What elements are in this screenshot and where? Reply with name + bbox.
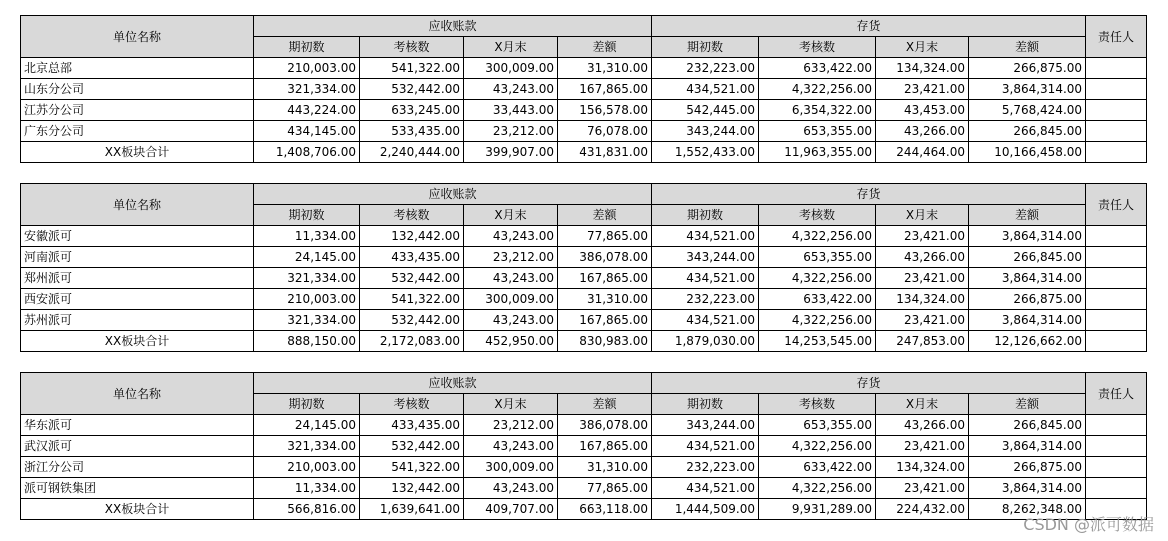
- inventory-value-cell: 43,266.00: [876, 121, 969, 142]
- unit-name-cell: 广东分公司: [21, 121, 254, 142]
- column-header: X月末: [876, 394, 969, 415]
- inventory-value-cell: 266,875.00: [969, 289, 1086, 310]
- inventory-value-cell: 232,223.00: [652, 289, 759, 310]
- inventory-value-cell: 4,322,256.00: [759, 436, 876, 457]
- inventory-value-cell: 4,322,256.00: [759, 478, 876, 499]
- inventory-value-cell: 633,422.00: [759, 457, 876, 478]
- column-header: 差额: [969, 394, 1086, 415]
- receivables-value-cell: 300,009.00: [464, 457, 558, 478]
- receivables-value-cell: 532,442.00: [360, 79, 464, 100]
- receivables-value-cell: 167,865.00: [558, 436, 652, 457]
- inventory-value-cell: 266,875.00: [969, 58, 1086, 79]
- receivables-value-cell: 167,865.00: [558, 79, 652, 100]
- inventory-value-cell: 224,432.00: [876, 499, 969, 520]
- receivables-value-cell: 23,212.00: [464, 415, 558, 436]
- report-table: [20, 15, 1147, 163]
- unit-name-cell: 浙江分公司: [21, 457, 254, 478]
- unit-name-cell: 派可钢铁集团: [21, 478, 254, 499]
- receivables-value-cell: 830,983.00: [558, 331, 652, 352]
- total-label: XX板块合计: [21, 499, 254, 520]
- header-receivables: 应收账款: [254, 184, 652, 205]
- receivables-value-cell: 1,408,706.00: [254, 142, 360, 163]
- header-inventory: 存货: [652, 16, 1086, 37]
- responsible-cell: [1086, 478, 1147, 499]
- responsible-cell: [1086, 100, 1147, 121]
- receivables-value-cell: 434,145.00: [254, 121, 360, 142]
- header-inventory: 存货: [652, 373, 1086, 394]
- inventory-value-cell: 43,266.00: [876, 247, 969, 268]
- inventory-value-cell: 134,324.00: [876, 457, 969, 478]
- receivables-value-cell: 11,334.00: [254, 226, 360, 247]
- receivables-value-cell: 300,009.00: [464, 58, 558, 79]
- inventory-value-cell: 11,963,355.00: [759, 142, 876, 163]
- receivables-value-cell: 452,950.00: [464, 331, 558, 352]
- inventory-value-cell: 10,166,458.00: [969, 142, 1086, 163]
- inventory-value-cell: 343,244.00: [652, 415, 759, 436]
- receivables-value-cell: 24,145.00: [254, 247, 360, 268]
- responsible-cell: [1086, 457, 1147, 478]
- table-row: [21, 121, 1147, 142]
- receivables-value-cell: 33,443.00: [464, 100, 558, 121]
- table-row: [21, 436, 1147, 457]
- table-row: [21, 415, 1147, 436]
- receivables-value-cell: 532,442.00: [360, 310, 464, 331]
- receivables-value-cell: 541,322.00: [360, 58, 464, 79]
- report-sheet: [20, 15, 1147, 520]
- block-gap: [20, 163, 1147, 183]
- receivables-value-cell: 23,212.00: [464, 121, 558, 142]
- inventory-value-cell: 244,464.00: [876, 142, 969, 163]
- receivables-value-cell: 31,310.00: [558, 457, 652, 478]
- receivables-value-cell: 43,243.00: [464, 268, 558, 289]
- inventory-value-cell: 266,845.00: [969, 121, 1086, 142]
- table-row: [21, 310, 1147, 331]
- inventory-value-cell: 633,422.00: [759, 58, 876, 79]
- table-row: [21, 226, 1147, 247]
- inventory-value-cell: 3,864,314.00: [969, 436, 1086, 457]
- column-header: 期初数: [652, 205, 759, 226]
- receivables-value-cell: 31,310.00: [558, 58, 652, 79]
- header-responsible: 责任人: [1086, 373, 1147, 415]
- receivables-value-cell: 210,003.00: [254, 289, 360, 310]
- column-header: X月末: [876, 37, 969, 58]
- receivables-value-cell: 2,240,444.00: [360, 142, 464, 163]
- receivables-value-cell: 24,145.00: [254, 415, 360, 436]
- inventory-value-cell: 4,322,256.00: [759, 226, 876, 247]
- unit-name-cell: 北京总部: [21, 58, 254, 79]
- inventory-value-cell: 4,322,256.00: [759, 268, 876, 289]
- receivables-value-cell: 2,172,083.00: [360, 331, 464, 352]
- table-row: [21, 247, 1147, 268]
- inventory-value-cell: 232,223.00: [652, 58, 759, 79]
- inventory-value-cell: 3,864,314.00: [969, 310, 1086, 331]
- receivables-value-cell: 43,243.00: [464, 478, 558, 499]
- header-responsible: 责任人: [1086, 184, 1147, 226]
- receivables-value-cell: 210,003.00: [254, 58, 360, 79]
- inventory-value-cell: 434,521.00: [652, 478, 759, 499]
- table-row: [21, 478, 1147, 499]
- receivables-value-cell: 321,334.00: [254, 268, 360, 289]
- block-gap: [20, 352, 1147, 372]
- header-row: [21, 16, 1147, 37]
- unit-name-cell: 西安派可: [21, 289, 254, 310]
- table-row: [21, 457, 1147, 478]
- receivables-value-cell: 888,150.00: [254, 331, 360, 352]
- table-row: [21, 58, 1147, 79]
- inventory-value-cell: 653,355.00: [759, 415, 876, 436]
- receivables-value-cell: 533,435.00: [360, 121, 464, 142]
- unit-name-cell: 河南派可: [21, 247, 254, 268]
- column-header: 差额: [558, 37, 652, 58]
- header-row: [21, 373, 1147, 394]
- header-unit-name: 单位名称: [21, 184, 254, 226]
- inventory-value-cell: 8,262,348.00: [969, 499, 1086, 520]
- inventory-value-cell: 43,453.00: [876, 100, 969, 121]
- receivables-value-cell: 399,907.00: [464, 142, 558, 163]
- responsible-cell: [1086, 289, 1147, 310]
- inventory-value-cell: 434,521.00: [652, 226, 759, 247]
- inventory-value-cell: 23,421.00: [876, 436, 969, 457]
- receivables-value-cell: 663,118.00: [558, 499, 652, 520]
- receivables-value-cell: 433,435.00: [360, 247, 464, 268]
- receivables-value-cell: 43,243.00: [464, 79, 558, 100]
- unit-name-cell: 华东派可: [21, 415, 254, 436]
- responsible-cell: [1086, 142, 1147, 163]
- receivables-value-cell: 156,578.00: [558, 100, 652, 121]
- inventory-value-cell: 3,864,314.00: [969, 79, 1086, 100]
- inventory-value-cell: 434,521.00: [652, 268, 759, 289]
- report-table: [20, 372, 1147, 520]
- inventory-value-cell: 1,879,030.00: [652, 331, 759, 352]
- receivables-value-cell: 633,245.00: [360, 100, 464, 121]
- receivables-value-cell: 132,442.00: [360, 226, 464, 247]
- inventory-value-cell: 134,324.00: [876, 289, 969, 310]
- inventory-value-cell: 4,322,256.00: [759, 310, 876, 331]
- inventory-value-cell: 434,521.00: [652, 436, 759, 457]
- column-header: 考核数: [759, 394, 876, 415]
- unit-name-cell: 武汉派可: [21, 436, 254, 457]
- inventory-value-cell: 266,845.00: [969, 247, 1086, 268]
- receivables-value-cell: 321,334.00: [254, 79, 360, 100]
- inventory-value-cell: 5,768,424.00: [969, 100, 1086, 121]
- inventory-value-cell: 232,223.00: [652, 457, 759, 478]
- inventory-value-cell: 12,126,662.00: [969, 331, 1086, 352]
- inventory-value-cell: 633,422.00: [759, 289, 876, 310]
- inventory-value-cell: 542,445.00: [652, 100, 759, 121]
- column-header: 考核数: [759, 205, 876, 226]
- responsible-cell: [1086, 247, 1147, 268]
- inventory-value-cell: 23,421.00: [876, 226, 969, 247]
- unit-name-cell: 苏州派可: [21, 310, 254, 331]
- receivables-value-cell: 132,442.00: [360, 478, 464, 499]
- table-row: [21, 100, 1147, 121]
- inventory-value-cell: 1,444,509.00: [652, 499, 759, 520]
- inventory-value-cell: 23,421.00: [876, 310, 969, 331]
- unit-name-cell: 江苏分公司: [21, 100, 254, 121]
- header-inventory: 存货: [652, 184, 1086, 205]
- column-header: 期初数: [254, 205, 360, 226]
- receivables-value-cell: 321,334.00: [254, 436, 360, 457]
- responsible-cell: [1086, 436, 1147, 457]
- inventory-value-cell: 1,552,433.00: [652, 142, 759, 163]
- column-header: X月末: [876, 205, 969, 226]
- unit-name-cell: 安徽派可: [21, 226, 254, 247]
- receivables-value-cell: 541,322.00: [360, 289, 464, 310]
- column-header: 考核数: [360, 205, 464, 226]
- table-row: [21, 268, 1147, 289]
- receivables-value-cell: 541,322.00: [360, 457, 464, 478]
- inventory-value-cell: 3,864,314.00: [969, 478, 1086, 499]
- column-header: 考核数: [759, 37, 876, 58]
- inventory-value-cell: 653,355.00: [759, 247, 876, 268]
- report-table: [20, 183, 1147, 352]
- receivables-value-cell: 321,334.00: [254, 310, 360, 331]
- header-receivables: 应收账款: [254, 373, 652, 394]
- receivables-value-cell: 167,865.00: [558, 310, 652, 331]
- receivables-value-cell: 1,639,641.00: [360, 499, 464, 520]
- total-row: [21, 331, 1147, 352]
- column-header: X月末: [464, 205, 558, 226]
- column-header: 考核数: [360, 394, 464, 415]
- receivables-value-cell: 443,224.00: [254, 100, 360, 121]
- column-header: 期初数: [652, 37, 759, 58]
- receivables-value-cell: 43,243.00: [464, 310, 558, 331]
- table-row: [21, 79, 1147, 100]
- receivables-value-cell: 77,865.00: [558, 226, 652, 247]
- inventory-value-cell: 3,864,314.00: [969, 226, 1086, 247]
- inventory-value-cell: 434,521.00: [652, 79, 759, 100]
- inventory-value-cell: 23,421.00: [876, 79, 969, 100]
- receivables-value-cell: 300,009.00: [464, 289, 558, 310]
- column-header: 差额: [969, 205, 1086, 226]
- column-header: 期初数: [254, 394, 360, 415]
- unit-name-cell: 山东分公司: [21, 79, 254, 100]
- responsible-cell: [1086, 79, 1147, 100]
- responsible-cell: [1086, 268, 1147, 289]
- receivables-value-cell: 431,831.00: [558, 142, 652, 163]
- receivables-value-cell: 409,707.00: [464, 499, 558, 520]
- receivables-value-cell: 433,435.00: [360, 415, 464, 436]
- inventory-value-cell: 43,266.00: [876, 415, 969, 436]
- inventory-value-cell: 6,354,322.00: [759, 100, 876, 121]
- column-header: 差额: [969, 37, 1086, 58]
- receivables-value-cell: 386,078.00: [558, 247, 652, 268]
- column-header: 差额: [558, 205, 652, 226]
- receivables-value-cell: 43,243.00: [464, 436, 558, 457]
- receivables-value-cell: 11,334.00: [254, 478, 360, 499]
- receivables-value-cell: 31,310.00: [558, 289, 652, 310]
- inventory-value-cell: 14,253,545.00: [759, 331, 876, 352]
- table-row: [21, 289, 1147, 310]
- receivables-value-cell: 167,865.00: [558, 268, 652, 289]
- inventory-value-cell: 23,421.00: [876, 478, 969, 499]
- responsible-cell: [1086, 415, 1147, 436]
- unit-name-cell: 郑州派可: [21, 268, 254, 289]
- column-header: 期初数: [254, 37, 360, 58]
- total-row: [21, 499, 1147, 520]
- receivables-value-cell: 210,003.00: [254, 457, 360, 478]
- receivables-value-cell: 43,243.00: [464, 226, 558, 247]
- inventory-value-cell: 343,244.00: [652, 121, 759, 142]
- inventory-value-cell: 653,355.00: [759, 121, 876, 142]
- header-unit-name: 单位名称: [21, 373, 254, 415]
- receivables-value-cell: 77,865.00: [558, 478, 652, 499]
- column-header: X月末: [464, 394, 558, 415]
- watermark: CSDN @派可数据: [1023, 515, 1154, 534]
- header-receivables: 应收账款: [254, 16, 652, 37]
- inventory-value-cell: 9,931,289.00: [759, 499, 876, 520]
- column-header: 差额: [558, 394, 652, 415]
- receivables-value-cell: 532,442.00: [360, 436, 464, 457]
- responsible-cell: [1086, 226, 1147, 247]
- inventory-value-cell: 434,521.00: [652, 310, 759, 331]
- inventory-value-cell: 134,324.00: [876, 58, 969, 79]
- receivables-value-cell: 23,212.00: [464, 247, 558, 268]
- inventory-value-cell: 266,845.00: [969, 415, 1086, 436]
- responsible-cell: [1086, 310, 1147, 331]
- inventory-value-cell: 3,864,314.00: [969, 268, 1086, 289]
- column-header: X月末: [464, 37, 558, 58]
- inventory-value-cell: 4,322,256.00: [759, 79, 876, 100]
- receivables-value-cell: 532,442.00: [360, 268, 464, 289]
- inventory-value-cell: 23,421.00: [876, 268, 969, 289]
- receivables-value-cell: 566,816.00: [254, 499, 360, 520]
- responsible-cell: [1086, 58, 1147, 79]
- inventory-value-cell: 266,875.00: [969, 457, 1086, 478]
- inventory-value-cell: 343,244.00: [652, 247, 759, 268]
- responsible-cell: [1086, 331, 1147, 352]
- receivables-value-cell: 386,078.00: [558, 415, 652, 436]
- header-responsible: 责任人: [1086, 16, 1147, 58]
- total-label: XX板块合计: [21, 142, 254, 163]
- header-unit-name: 单位名称: [21, 16, 254, 58]
- column-header: 期初数: [652, 394, 759, 415]
- column-header: 考核数: [360, 37, 464, 58]
- receivables-value-cell: 76,078.00: [558, 121, 652, 142]
- total-label: XX板块合计: [21, 331, 254, 352]
- header-row: [21, 184, 1147, 205]
- total-row: [21, 142, 1147, 163]
- responsible-cell: [1086, 121, 1147, 142]
- inventory-value-cell: 247,853.00: [876, 331, 969, 352]
